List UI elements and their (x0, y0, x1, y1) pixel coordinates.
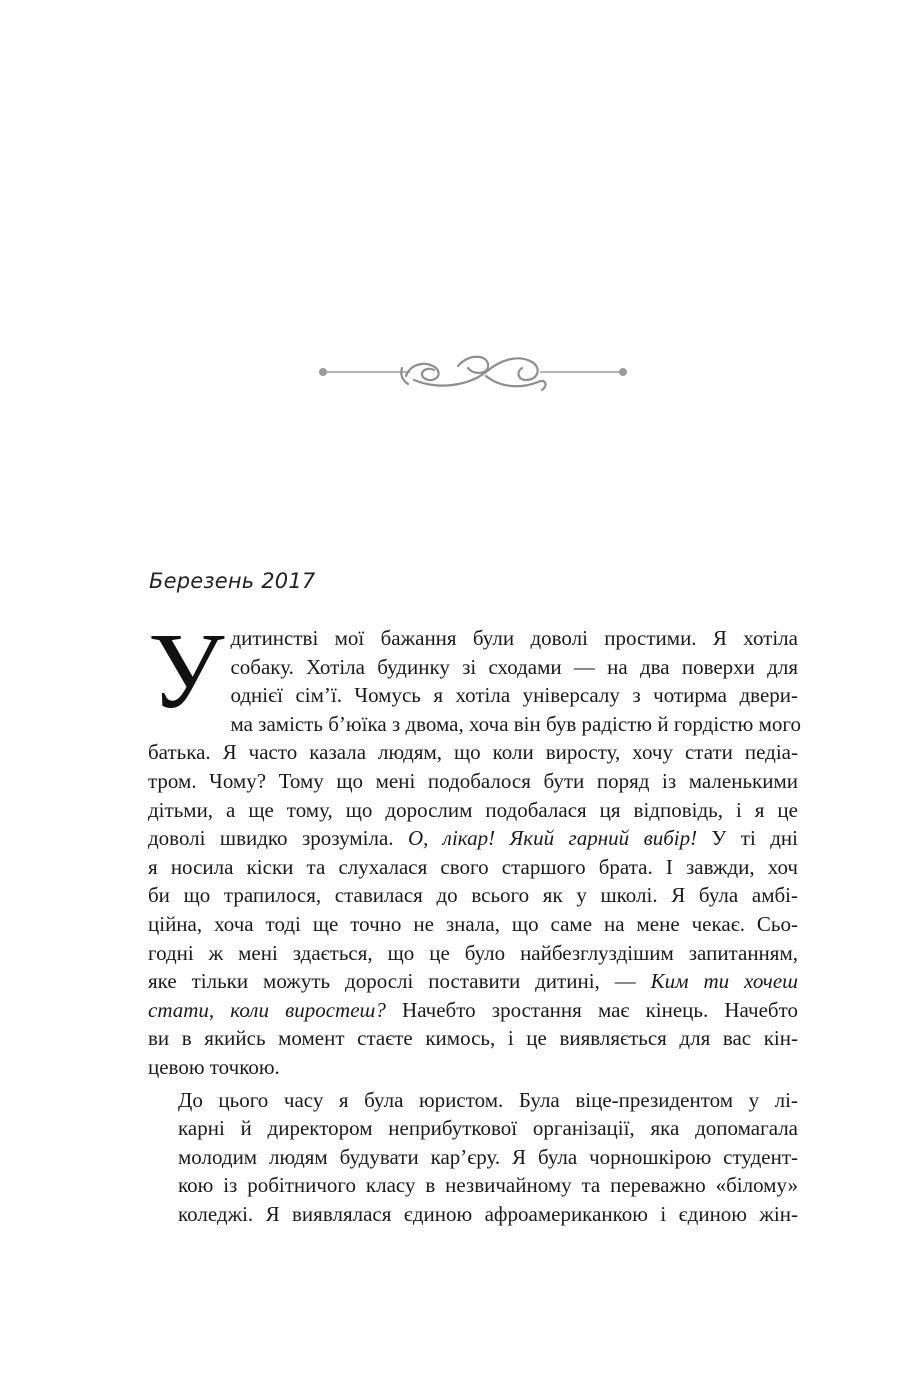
text-line: ма замість б’юїка з двома, хоча він був радістю й гордістю мого (230, 711, 801, 736)
text-line: батька. Я часто казала людям, що коли виросту, хочу стати педіа- (148, 740, 798, 765)
text-line: собаку. Хотіла будинку зі сходами — на два поверхи для (230, 654, 798, 679)
body-text (148, 612, 801, 1228)
ornament-right-dot (619, 368, 627, 376)
italic-phrase: О, лікар! Який гарний вибір! (407, 826, 698, 851)
text-line: молодим людям будувати кар’єру. Я була чорношкірою студент- (178, 1144, 798, 1169)
ornament-swirl (401, 357, 545, 390)
text-run: доволі швидко зрозуміла. (148, 826, 408, 851)
text-run: Начебто зростання має кінець. Начебто (385, 997, 799, 1022)
text-line: кою із робітничого класу в незвичайному та переважно «білому» (178, 1173, 798, 1198)
italic-phrase: Ким ти хочеш (650, 969, 799, 994)
text-run: яке тільки можуть дорослі поставити дитині, — (148, 969, 651, 994)
decorative-flourish-ornament (318, 346, 628, 396)
drop-cap: У (148, 612, 225, 731)
text-line (148, 824, 798, 853)
text-line: годні ж мені здається, що це було найбезглуздішим запитанням, (148, 940, 798, 965)
chapter-date-heading: Березень 2017 (149, 569, 316, 593)
paragraph-2 (148, 1086, 798, 1229)
text-line: До цього часу я була юристом. Була віце-президентом у лі- (178, 1087, 798, 1112)
italic-phrase: стати, коли виростеш? (148, 997, 386, 1022)
text-line: ви в якийсь момент стаєте кимось, і це виявляється для вас кін- (148, 1026, 798, 1051)
paragraph-1 (148, 612, 801, 1082)
text-line: цевою точкою. (148, 1054, 280, 1079)
text-line: ційна, хоча тоді ще точно не знала, що саме на мене чекає. Сьо- (148, 911, 798, 936)
ornament-left-dot (319, 368, 327, 376)
text-line: однієї сім’ї. Чомусь я хотіла універсалу з чотирма двери- (230, 683, 798, 708)
text-line: би що трапилося, ставилася до всього як у школі. Я була амбі- (148, 883, 798, 908)
text-line: дитинстві мої бажання були доволі простими. Я хотіла (230, 626, 798, 650)
text-line (148, 996, 798, 1025)
text-line: коледжі. Я виявлялася єдиною афроамериканкою і єдиною жін- (178, 1201, 798, 1226)
text-run: У ті дні (697, 826, 798, 851)
text-line: дітьми, а ще тому, що дорослим подобалася ця відповідь, і я це (148, 797, 798, 822)
text-line (148, 967, 798, 996)
text-line: я носила кіски та слухалася свого старшого брата. І завжди, хоч (148, 854, 798, 879)
text-line: карні й директором неприбуткової організації, яка допомагала (178, 1116, 798, 1141)
text-line: тром. Чому? Тому що мені подобалося бути поряд із маленькими (148, 768, 798, 793)
